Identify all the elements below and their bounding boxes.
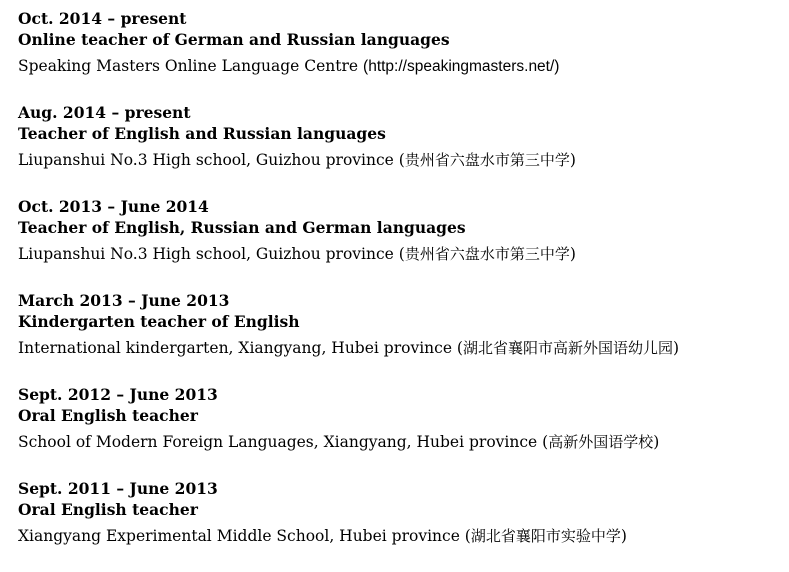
job-entry — [18, 384, 783, 478]
job-place — [18, 244, 783, 265]
job-place-chinese: 贵州省六盘水市第三中学 — [404, 151, 570, 169]
job-entry — [18, 102, 783, 196]
job-place — [18, 432, 783, 453]
job-place-chinese: 贵州省六盘水市第三中学 — [404, 245, 570, 263]
job-place-name: Xiangyang Experimental Middle School, Hubei province ( — [18, 527, 471, 545]
job-title: Oral English teacher — [18, 500, 198, 519]
job-place-chinese: 高新外国语学校 — [548, 433, 654, 451]
employment-history — [18, 8, 783, 572]
job-place — [18, 526, 783, 547]
job-date: Oct. 2013 – June 2014 — [18, 197, 209, 216]
job-place-name: School of Modern Foreign Languages, Xiangyang, Hubei province ( — [18, 433, 549, 451]
job-title: Oral English teacher — [18, 406, 198, 425]
job-entry — [18, 290, 783, 384]
job-title: Kindergarten teacher of English — [18, 312, 300, 331]
job-title: Teacher of English, Russian and German languages — [18, 218, 466, 237]
job-place-chinese: 湖北省襄阳市实验中学 — [470, 527, 621, 545]
job-place-close: ) — [653, 433, 660, 451]
job-place-name: International kindergarten, Xiangyang, Hubei province ( — [18, 339, 463, 357]
job-place — [18, 56, 783, 77]
job-entry — [18, 196, 783, 290]
job-place-url: (http://speakingmasters.net/) — [363, 58, 560, 75]
job-date: Oct. 2014 – present — [18, 9, 187, 28]
job-place-close: ) — [569, 245, 576, 263]
job-place-close: ) — [569, 151, 576, 169]
job-date: March 2013 – June 2013 — [18, 291, 230, 310]
job-date: Sept. 2011 – June 2013 — [18, 479, 218, 498]
job-entry — [18, 478, 783, 572]
job-place — [18, 338, 783, 359]
job-place-name: Speaking Masters Online Language Centre — [18, 57, 364, 75]
job-title: Online teacher of German and Russian languages — [18, 30, 450, 49]
job-date: Sept. 2012 – June 2013 — [18, 385, 218, 404]
job-date: Aug. 2014 – present — [18, 103, 191, 122]
job-place-close: ) — [673, 339, 680, 357]
job-entry — [18, 8, 783, 102]
job-place-name: Liupanshui No.3 High school, Guizhou province ( — [18, 151, 405, 169]
job-place-chinese: 湖北省襄阳市高新外国语幼儿园 — [462, 339, 673, 357]
job-place-name: Liupanshui No.3 High school, Guizhou province ( — [18, 245, 405, 263]
job-place-close: ) — [620, 527, 627, 545]
job-place — [18, 150, 783, 171]
job-title: Teacher of English and Russian languages — [18, 124, 386, 143]
